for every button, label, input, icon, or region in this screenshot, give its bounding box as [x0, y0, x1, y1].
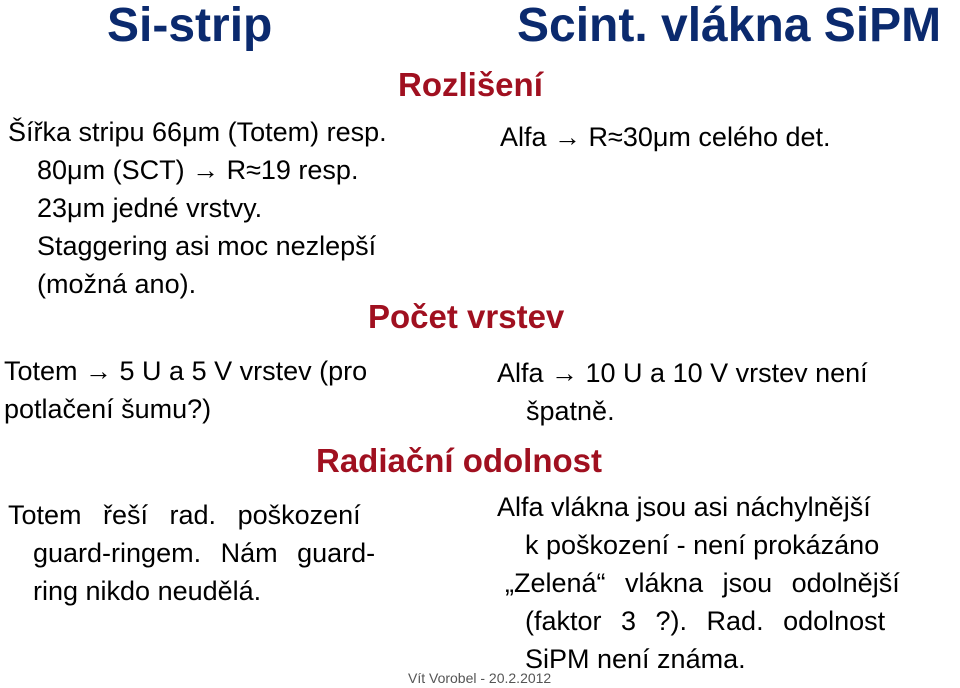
text-line: Šířka stripu 66μm (Totem) resp. — [8, 117, 387, 147]
text-line: k poškození - není prokázáno — [525, 530, 880, 560]
layers-right-text — [497, 354, 868, 430]
resolution-right-text — [500, 118, 831, 156]
text-line: potlačení šumu?) — [4, 394, 212, 424]
resolution-heading: Rozlišení — [398, 66, 543, 103]
text-line: Alfa → 10 U a 10 V vrstev není — [497, 358, 868, 388]
right-column-title: Scint. vlákna SiPM — [517, 0, 942, 52]
text-line: Alfa → R≈30μm celého det. — [500, 122, 831, 152]
text-line: Totem řeší rad. poškození — [8, 500, 361, 530]
resolution-left-text — [8, 113, 387, 303]
text-line: ring nikdo neudělá. — [33, 576, 262, 606]
left-column-title: Si-strip — [107, 0, 273, 52]
text-line: 23μm jedné vrstvy. — [37, 193, 263, 223]
text-line: Staggering asi moc nezlepší — [37, 231, 377, 261]
text-line: špatně. — [526, 396, 615, 426]
text-line: Alfa vlákna jsou asi náchylnější — [497, 492, 871, 522]
layers-heading: Počet vrstev — [368, 298, 565, 335]
text-line: guard-ringem. Nám guard- — [33, 538, 376, 568]
text-line: 80μm (SCT) → R≈19 resp. — [37, 155, 359, 185]
layers-left-text — [4, 352, 367, 428]
radiation-right-text — [497, 488, 900, 678]
text-line: Totem → 5 U a 5 V vrstev (pro — [4, 356, 368, 386]
footer-text: Vít Vorobel - 20.2.2012 — [408, 670, 552, 686]
radiation-left-text — [8, 496, 448, 610]
text-line: „Zelená“ vlákna jsou odolnější — [505, 568, 900, 598]
text-line: (faktor 3 ?). Rad. odolnost — [525, 606, 886, 636]
text-line: SiPM není známa. — [525, 644, 746, 674]
radiation-heading: Radiační odolnost — [316, 442, 603, 479]
text-line: (možná ano). — [37, 269, 197, 299]
